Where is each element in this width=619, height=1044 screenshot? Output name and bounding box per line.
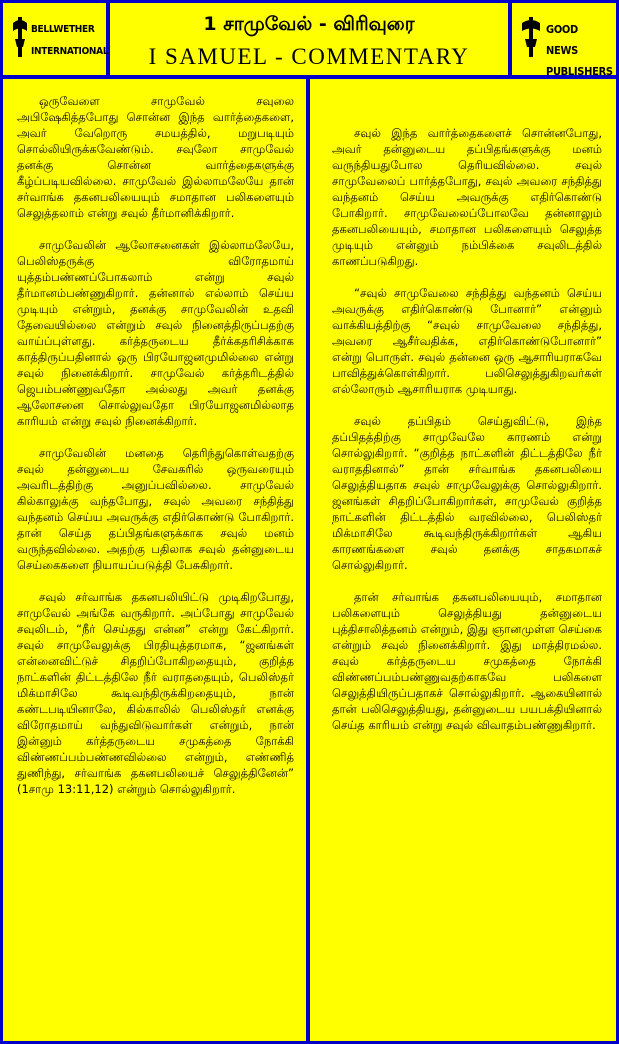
title-tamil: 1 சாமுவேல் - விரிவுரை xyxy=(203,13,415,35)
bellwether-ram-icon xyxy=(11,17,29,57)
title-banner xyxy=(110,3,508,75)
bellwether-logo-line1: BELLWETHER xyxy=(31,24,95,35)
good-news-logo-line1: GOOD NEWS xyxy=(546,23,578,57)
paragraph: சவுல் இந்த வார்த்தைகளைச் சொன்னபோது, அவர் தன்னுடைய தப்பிதங்களுக்கு மனம் வருந்தியதுபோல தெரியவில்லை. சவுல் சாமுவேலைப் பார்த்தபோது, சவுல் அவரை சந்தித்து வந்தனம் செய்ய அவருக்கு எதிர்கொண்டு போகிறார். சாமுவேலைப்போலவே தன்னாலும் தகனபலியையும், சமாதான பலிகளையும் செலுத்த முடியும் என்னும் நம்பிக்கை சவுலிடத்தில் காணப்படுகிறது. xyxy=(332,126,602,268)
paragraph: ஒருவேளை சாமுவேல் சவுலை அபிஷேகித்தபோது சொன்ன இந்த வார்த்தைகளை, அவர் வேறொரு சமயத்தில், மறுபடியும் சொல்லியிருக்கவேண்டும். சவுலோ சாமுவேல் தனக்கு சொன்ன வார்த்தைகளுக்கு கீழ்ப்படியவில்லை. சாமுவேல் இல்லாமலேயே தான் சர்வாங்க தகனபலியையும் சமாதான பலிகளையும் செலுத்தலாம் என்று சவுல் தீர்மானிக்கிறார். xyxy=(17,94,294,220)
bellwether-logo-line2: INTERNATIONAL xyxy=(31,46,109,57)
paragraph: சவுல் தப்பிதம் செய்துவிட்டு, இந்த தப்பிதத்திற்கு சாமுவேலே காரணம் என்று சொல்லுகிறார். “குறித்த நாட்களின் திட்டத்திலே நீர் வராததினால்” தான் சர்வாங்க தகனபலியை செலுத்தியதாக சவுல் சாமுவேலுக்கு சொல்லுகிறார். ஜனங்கள் சிதறிப்போகிறார்கள், சாமுவேல் குறித்த நாட்களின் திட்டத்தில் வரவில்லை, பெலிஸ்தர் மிக்மாசிலே கூடிவந்திருக்கிறார்கள் ஆகிய காரணங்களை சவுல் தனக்கு சாதகமாகச் சொல்லுகிறார். xyxy=(332,414,602,572)
title-english: I SAMUEL - COMMENTARY xyxy=(148,44,470,69)
paragraph: தான் சர்வாங்க தகனபலியையும், சமாதான பலிகளையும் செலுத்தியது தன்னுடைய புத்திசாலித்தனம் என்றும், இது ஞானமுள்ள செய்கை என்றும் சவுல் நினைக்கிறார். இது மாத்திரமல்ல. சவுல் கர்த்தருடைய சமுகத்தை நோக்கி விண்ணப்பம்பண்ணுவதற்காகவே பலிகளை செலுத்தியிருப்பதாகச் சொல்லுகிறார். ஆகையினால் தான் பலிசெலுத்தியது, தன்னுடைய பயபக்தியினால் செய்த காரியம் என்று சவுல் விவாதம்பண்ணுகிறார். xyxy=(332,590,602,732)
paragraph: சாமுவேலின் ஆலோசனைகள் இல்லாமலேயே, பெலிஸ்தருக்கு விரோதமாய் யுத்தம்பண்ணப்போகலாம் என்று சவுல் தீர்மானம்பண்ணுகிறார். தன்னால் எல்லாம் செய்ய முடியும் என்றும், தனக்கு சாமுவேலின் உதவி தேவையில்லை என்றும் சவுல் நினைத்திருப்பதற்கு வாய்ப்புள்ளது. கர்த்தருடைய தீர்க்கதரிசிக்காக காத்திருப்பதினால் ஒரு பிரயோஜனமுமில்லை என்று சவுல் நினைக்கிறார். சாமுவேல் கர்த்தரிடத்தில் ஜெபம்பண்ணுவதோ அல்லது அவர் தனக்கு ஆலோசனை சொல்லுவதோ பிரயோஜனமில்லாத காரியம் என்று சவுல் நினைக்கிறார். xyxy=(17,238,294,428)
right-column-text xyxy=(332,125,602,749)
good-news-ram-icon xyxy=(520,17,542,57)
paragraph: சவுல் சர்வாங்க தகனபலியிட்டு முடிகிறபோது, சாமுவேல் அங்கே வருகிறார். அப்போது சாமுவேல் சவுலிடம், “நீர் செய்தது என்ன” என்று கேட்கிறார். சவுல் சாமுவேலுக்கு பிரதியுத்தரமாக, “ஜனங்கள் என்னைவிட்டுச் சிதறிப்போகிறதையும், குறித்த நாட்களின் திட்டத்திலே நீர் வராததையும், பெலிஸ்தர் மிக்மாசிலே கூடிவந்திருக்கிறதையும், நான் கண்டபடியினாலே, கில்காலில் பெலிஸ்தர் எனக்கு விரோதமாய் வந்துவிடுவார்கள் என்றும், நான் இன்னும் கர்த்தருடைய சமுகத்தை நோக்கி விண்ணப்பம்பண்ணவில்லை என்றும், எண்ணித் துணிந்து, சர்வாங்க தகனபலியைச் செலுத்தினேன்” (1சாமு 13:11,12) என்றும் சொல்லுகிறார். xyxy=(17,590,294,796)
left-column xyxy=(3,79,306,1041)
good-news-logo-line2: PUBLISHERS xyxy=(546,65,613,78)
paragraph: சாமுவேலின் மனதை தெரிந்துகொள்வதற்கு சவுல் தன்னுடைய சேவகரில் ஒருவரையும் அவரிடத்திற்கு அனுப்பவில்லை. சாமுவேல் கில்காலுக்கு வந்தபோது, சவுல் அவரை சந்தித்து வந்தனம் செய்ய அவருக்கு எதிர்கொண்டு போகிறார். தான் செய்த தப்பிதங்களுக்காக சவுல் மனம் வருந்தவில்லை. அதற்கு பதிலாக சவுல் தன்னுடைய செய்கைகளை நியாயப்படுத்தி பேசுகிறார். xyxy=(17,446,294,572)
right-column xyxy=(310,79,616,1041)
paragraph: “சவுல் சாமுவேலை சந்தித்து வந்தனம் செய்ய அவருக்கு எதிர்கொண்டு போனார்” என்னும் வாக்கியத்திற்கு “சவுல் சாமுவேலை சந்தித்து, அவரை ஆசீர்வதிக்க, எதிர்கொண்டுபோனார்” என்று பொருள். சவுல் தன்னை ஒரு ஆசாரியராகவே பாவித்துக்கொள்கிறார். பலிசெலுத்துகிறவர்கள் எல்லோரும் ஆசாரியராக முடியாது. xyxy=(332,286,602,396)
good-news-logo xyxy=(512,3,616,78)
bellwether-logo xyxy=(3,3,109,75)
left-column-text xyxy=(17,93,294,813)
